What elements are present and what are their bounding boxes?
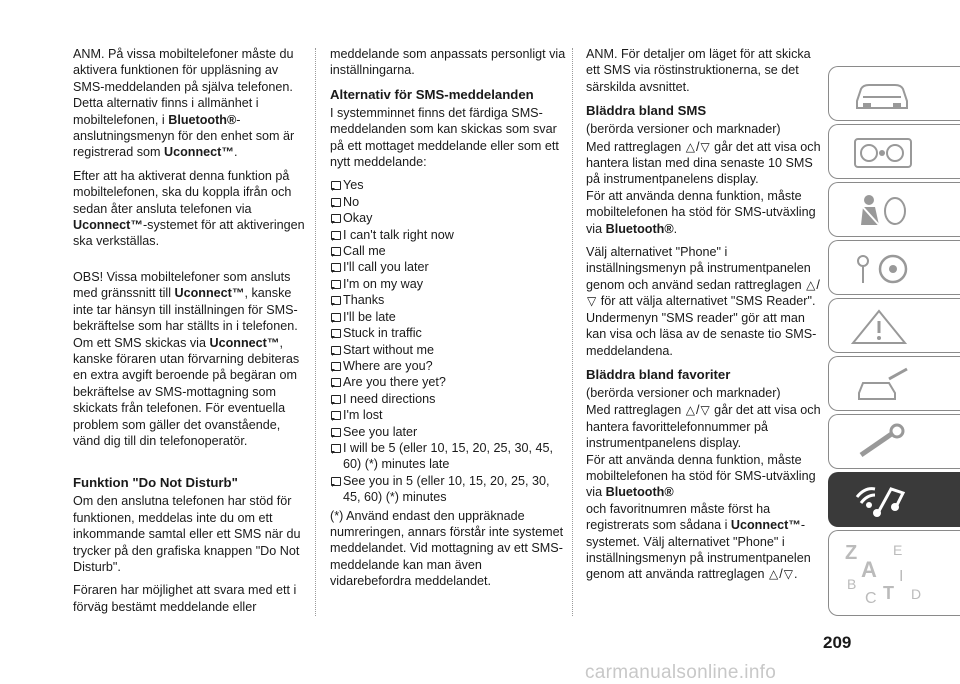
dashboard-icon xyxy=(849,133,919,173)
steering-down-arrow-icon: ▽ xyxy=(700,139,710,154)
paragraph: För att använda denna funktion, måste mobiltelefonen ha stöd för SMS-utväxling via Bluetooth® xyxy=(586,452,816,500)
list-item: Thanks xyxy=(330,292,566,308)
section-heading: Funktion "Do Not Disturb" xyxy=(73,475,238,491)
column-2 xyxy=(330,46,566,597)
tab-emergency[interactable] xyxy=(828,356,960,411)
alphabet-index-icon xyxy=(841,537,941,607)
paragraph: meddelande som anpassats personligt via inställningarna. xyxy=(330,47,566,78)
tab-safety[interactable] xyxy=(828,182,960,237)
list-item: Where are you? xyxy=(330,358,566,374)
list-item: I can't talk right now xyxy=(330,227,566,243)
tab-index[interactable] xyxy=(828,530,960,616)
list-item: Okay xyxy=(330,210,566,226)
list-item: Stuck in traffic xyxy=(330,325,566,341)
paragraph: Om den anslutna telefonen har stöd för funktionen, meddelas inte du om ett inkommande samtal eller ett SMS när du trycker på den grafiska knappen "Do Not Disturb". xyxy=(73,494,301,574)
column-1 xyxy=(73,46,309,622)
paragraph: Välj alternativet "Phone" i inställningsmenyn på instrumentpanelen genom och använd sedan rattreglagen △/▽ för att välja alternativet "SMS Reader". xyxy=(586,245,820,309)
list-item: No xyxy=(330,194,566,210)
paragraph: Föraren har möjlighet att svara med ett i förväg bestämt meddelande eller xyxy=(73,583,297,614)
paragraph: (berörda versioner och marknader) xyxy=(586,385,781,400)
steering-up-arrow-icon: △ xyxy=(685,139,695,154)
tab-warning-lights[interactable] xyxy=(828,298,960,353)
steering-up-arrow-icon: △ xyxy=(685,403,695,418)
paragraph: Med rattreglagen △/▽ går det att visa och hantera listan med dina senaste 10 SMS på instrumentpanelens display. xyxy=(586,139,821,187)
paragraph: (berörda versioner och marknader) xyxy=(586,122,781,137)
key-steering-icon xyxy=(849,249,919,289)
paragraph: och favoritnumren måste först ha registrerats som sådana i Uconnect™-systemet. Välj alternativet "Phone" i inställningsmenyn på instrumentpanelen genom att använda rattreglagen △/▽. xyxy=(586,501,811,582)
tab-maintenance[interactable] xyxy=(828,414,960,469)
tab-multimedia[interactable] xyxy=(828,472,960,527)
steering-down-arrow-icon: ▽ xyxy=(783,567,794,582)
steering-up-arrow-icon: △ xyxy=(806,277,816,292)
warning-triangle-icon xyxy=(849,307,919,347)
list-item: See you in 5 (eller 10, 15, 20, 25, 30, 45, 60) (*) minutes xyxy=(330,473,566,506)
svg-text:D: D xyxy=(911,586,922,602)
list-item: I need directions xyxy=(330,391,566,407)
list-item: I'll call you later xyxy=(330,259,566,275)
column-divider xyxy=(315,48,316,616)
paragraph: Med rattreglagen △/▽ går det att visa och hantera favorittelefonnummer på instrumentpanelens display. xyxy=(586,403,821,451)
svg-text:E: E xyxy=(893,542,903,558)
svg-text:T: T xyxy=(883,583,894,603)
column-divider xyxy=(572,48,573,616)
section-heading: Alternativ för SMS-meddelanden xyxy=(330,86,534,102)
list-item: Start without me xyxy=(330,342,566,358)
column-3 xyxy=(586,46,822,590)
svg-text:B: B xyxy=(847,576,857,592)
steering-up-arrow-icon: △ xyxy=(769,567,779,582)
multimedia-icon xyxy=(849,481,919,521)
list-item: Are you there yet? xyxy=(330,374,566,390)
page-number: 209 xyxy=(823,633,852,652)
svg-text:I: I xyxy=(899,568,904,585)
sms-message-list xyxy=(330,177,566,505)
tab-car[interactable] xyxy=(828,66,960,121)
paragraph: (*) Använd endast den uppräknade numreringen, annars förstår inte systemet meddelandet. Vid mottagning av ett SMS-meddelande kan man även vidarebefordra meddelandet. xyxy=(330,508,564,589)
list-item: See you later xyxy=(330,424,566,440)
paragraph: OBS! Vissa mobiltelefoner som ansluts med gränssnitt till Uconnect™, kanske inte tar hänsyn till inställningen för SMS-bekräftelse som har ställts in i telefonen. Om ett SMS skickas via Uconnect™, kanske föraren utan förvarning debiteras en extra avgift beroende på begäran om bekräftelse av SMS-mottagning som skickats från telefonen. För eventuella problem som gäller det ovanstående, vänd dig till din telefonoperatör. xyxy=(73,269,300,448)
list-item: Call me xyxy=(330,243,566,259)
paragraph: För att använda denna funktion, måste mobiltelefonen ha stöd för SMS-utväxling via Bluetooth®. xyxy=(586,188,816,236)
paragraph: ANM. För detaljer om läget för att skicka ett SMS via röstinstruktionerna, se det särskilda avsnittet. xyxy=(586,47,811,94)
tab-starting-driving[interactable] xyxy=(828,240,960,295)
section-heading: Bläddra bland SMS xyxy=(586,103,707,119)
steering-down-arrow-icon: ▽ xyxy=(587,294,597,309)
svg-text:A: A xyxy=(861,557,877,582)
watermark: carmanualsonline.info xyxy=(585,662,777,683)
section-heading: Bläddra bland favoriter xyxy=(586,366,731,382)
list-item: I'll be late xyxy=(330,309,566,325)
paragraph: Efter att ha aktiverat denna funktion på mobiltelefonen, ska du koppla ifrån och sedan åter ansluta telefonen via Uconnect™-systemet för att aktiveringen ska verkställas. xyxy=(73,168,305,249)
car-icon xyxy=(849,75,919,115)
list-item: I'm on my way xyxy=(330,276,566,292)
list-item: I will be 5 (eller 10, 15, 20, 25, 30, 45, 60) (*) minutes late xyxy=(330,440,566,473)
wrench-car-icon xyxy=(849,365,919,405)
wrench-icon xyxy=(849,423,919,463)
svg-text:Z: Z xyxy=(845,542,858,564)
tab-dashboard[interactable] xyxy=(828,124,960,179)
seatbelt-airbag-icon xyxy=(849,191,919,231)
paragraph: ANM. På vissa mobiltelefoner måste du aktivera funktionen för uppläsning av SMS-meddelanden på själva telefonen. Detta alternativ finns i allmänhet i mobiltelefonen, i Bluetooth®-anslutningsmenyn för den enhet som är registrerad som Uconnect™. xyxy=(73,47,295,160)
paragraph: I systemminnet finns det färdiga SMS-meddelanden som kan skickas som svar på ett mottaget meddelande eller som ett nytt meddelande: xyxy=(330,105,559,170)
steering-down-arrow-icon: ▽ xyxy=(700,403,710,418)
paragraph: Undermenyn "SMS reader" gör att man kan visa och läsa av de senaste tio SMS-meddelandena. xyxy=(586,310,817,358)
list-item: Yes xyxy=(330,177,566,193)
list-item: I'm lost xyxy=(330,407,566,423)
svg-text:C: C xyxy=(865,590,877,607)
